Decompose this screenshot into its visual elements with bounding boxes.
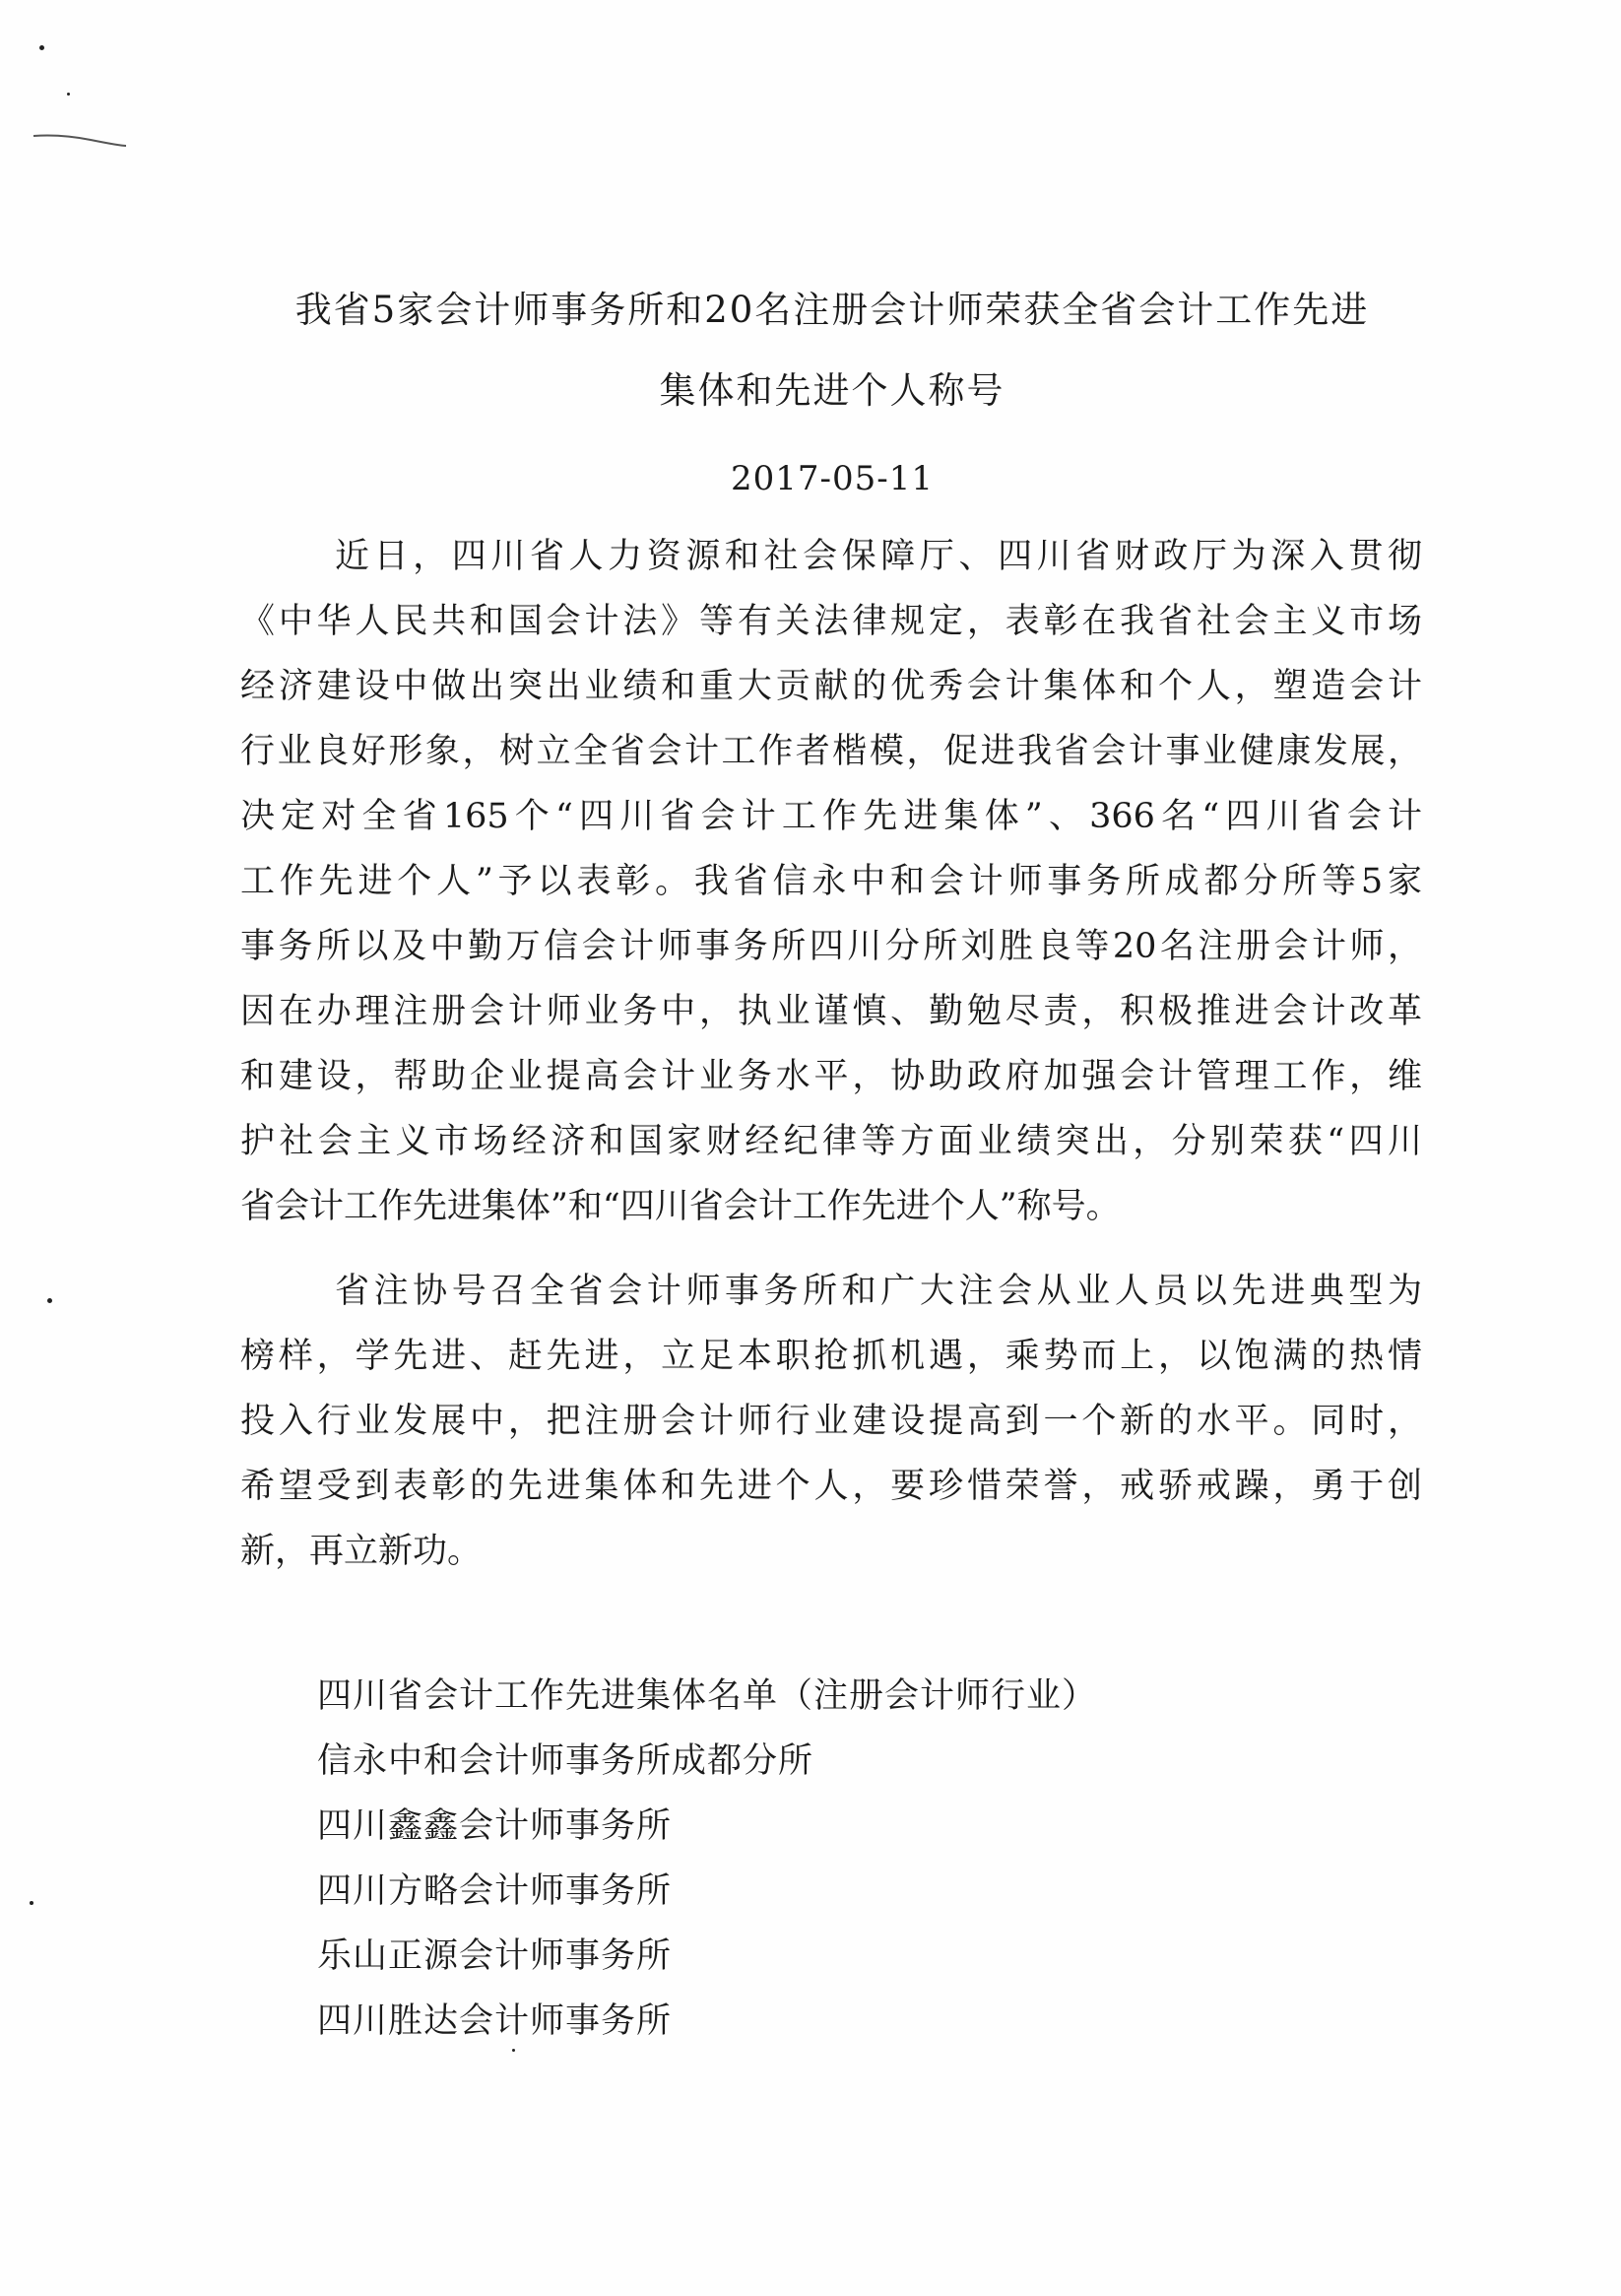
list-item: 四川方略会计师事务所 (317, 1871, 673, 1911)
scan-mark (32, 130, 128, 152)
paragraph-1-line: 事务所以及中勤万信会计师事务所四川分所刘胜良等20名注册会计师， (240, 927, 1422, 966)
list-item: 四川胜达会计师事务所 (317, 2001, 673, 2041)
paragraph-1-line: 和建设，帮助企业提高会计业务水平，协助政府加强会计管理工作，维 (240, 1057, 1422, 1096)
paragraph-1-line: 《中华人民共和国会计法》等有关法律规定，表彰在我省社会主义市场 (240, 602, 1422, 641)
paragraph-1-line: 因在办理注册会计师业务中，执业谨慎、勤勉尽责，积极推进会计改革 (240, 992, 1422, 1031)
document-title-line-2: 集体和先进个人称号 (659, 369, 1005, 412)
scan-speck (47, 1298, 52, 1303)
paragraph-1-line: 行业良好形象，树立全省会计工作者楷模，促进我省会计事业健康发展， (240, 732, 1422, 771)
publish-date: 2017-05-11 (730, 459, 935, 498)
paragraph-2-line: 省注协号召全省会计师事务所和广大注会从业人员以先进典型为 (335, 1272, 1422, 1311)
scan-speck (30, 1901, 33, 1905)
paragraph-1-line: 工作先进个人”予以表彰。我省信永中和会计师事务所成都分所等5家 (240, 862, 1422, 901)
list-item: 四川鑫鑫会计师事务所 (317, 1806, 673, 1846)
paragraph-2-line: 榜样，学先进、赶先进，立足本职抢抓机遇，乘势而上，以饱满的热情 (240, 1337, 1422, 1376)
paragraph-1-line: 决定对全省165个“四川省会计工作先进集体”、366名“四川省会计 (240, 797, 1422, 836)
scan-speck (39, 45, 44, 50)
scan-speck (512, 2049, 515, 2052)
paragraph-1-line: 经济建设中做出突出业绩和重大贡献的优秀会计集体和个人，塑造会计 (240, 667, 1422, 706)
list-title: 四川省会计工作先进集体名单（注册会计师行业） (317, 1676, 1098, 1716)
paragraph-1-line: 护社会主义市场经济和国家财经纪律等方面业绩突出，分别荣获“四川 (240, 1122, 1422, 1161)
paragraph-2-line: 新，再立新功。 (240, 1532, 483, 1571)
scan-speck (67, 93, 70, 96)
list-item: 信永中和会计师事务所成都分所 (317, 1741, 814, 1781)
paragraph-2-line: 投入行业发展中，把注册会计师行业建设提高到一个新的水平。同时， (240, 1402, 1422, 1441)
paragraph-1-line: 近日，四川省人力资源和社会保障厅、四川省财政厅为深入贯彻 (335, 537, 1422, 576)
paragraph-1-line: 省会计工作先进集体”和“四川省会计工作先进个人”称号。 (240, 1187, 1121, 1226)
paragraph-2-line: 希望受到表彰的先进集体和先进个人，要珍惜荣誉，戒骄戒躁，勇于创 (240, 1467, 1422, 1506)
list-item: 乐山正源会计师事务所 (317, 1936, 673, 1976)
document-title-line-1: 我省5家会计师事务所和20名注册会计师荣获全省会计工作先进 (294, 289, 1370, 331)
